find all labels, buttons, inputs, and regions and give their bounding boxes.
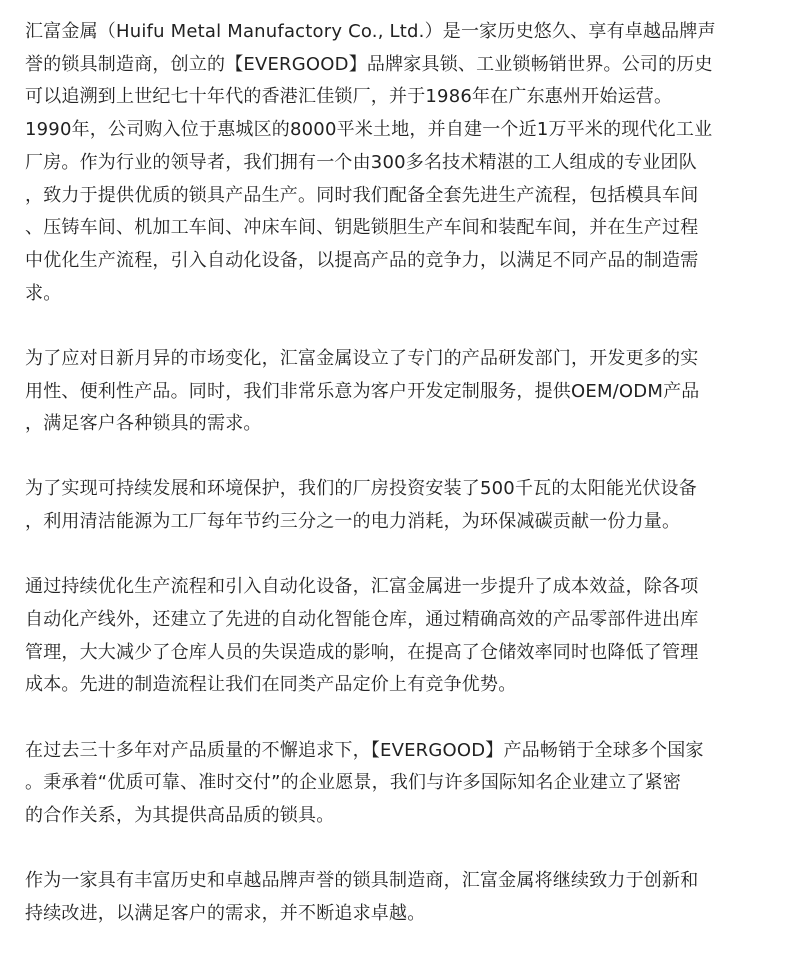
text-line: 管理，大大减少了仓库人员的失误造成的影响，在提高了仓储效率同时也降低了管理 (25, 641, 699, 663)
text-line: ，利用清洁能源为工厂每年节约三分之一的电力消耗，为环保减碳贡献一份力量。 (25, 511, 681, 533)
text-line: 通过持续优化生产流程和引入自动化设备，汇富金属进一步提升了成本效益，除各项 (25, 576, 699, 598)
text-line: 中优化生产流程，引入自动化设备，以提高产品的竞争力，以满足不同产品的制造需 (25, 249, 699, 271)
paragraph-conclusion (25, 865, 770, 930)
paragraph-sustainability (25, 473, 770, 538)
text-line: ，致力于提供优质的锁具产品生产。同时我们配备全套先进生产流程，包括模具车间 (25, 184, 699, 206)
text-line: 自动化产线外，还建立了先进的自动化智能仓库，通过精确高效的产品零部件进出库 (25, 609, 699, 631)
paragraph-rnd (25, 343, 770, 441)
text-line: 用性、便利性产品。同时，我们非常乐意为客户开发定制服务，提供OEM/ODM产品 (25, 380, 700, 402)
text-line: 。秉承着“优质可靠、准时交付”的企业愿景，我们与许多国际知名企业建立了紧密 (25, 772, 682, 794)
paragraph-automation (25, 571, 770, 702)
text-line: 1990年，公司购入位于惠城区的8000平米土地，并自建一个近1万平米的现代化工业 (25, 119, 713, 141)
paragraph-company-history (25, 16, 770, 310)
text-line: 汇富金属（Huifu Metal Manufactory Co., Ltd.）是一家历史悠久、享有卓越品牌声 (25, 21, 716, 42)
text-line: 为了实现可持续发展和环境保护，我们的厂房投资安装了500千瓦的太阳能光伏设备 (25, 478, 697, 500)
text-line: 求。 (25, 282, 62, 304)
text-line: 在过去三十多年对产品质量的不懈追求下，【EVERGOOD】产品畅销于全球多个国家 (25, 739, 704, 761)
text-line: 誉的锁具制造商，创立的【EVERGOOD】品牌家具锁、工业锁畅销世界。公司的历史 (25, 53, 713, 75)
text-line: 、压铸车间、机加工车间、冲床车间、钥匙锁胆生产车间和装配车间，并在生产过程 (25, 217, 699, 239)
text-line: 成本。先进的制造流程让我们在同类产品定价上有竞争优势。 (25, 674, 517, 696)
text-line: 可以追溯到上世纪七十年代的香港汇佳锁厂，并于1986年在广东惠州开始运营。 (25, 86, 673, 108)
text-line: 厂房。作为行业的领导者，我们拥有一个由300多名技术精湛的工人组成的专业团队 (25, 151, 697, 173)
text-line: 持续改进，以满足客户的需求，并不断追求卓越。 (25, 902, 426, 924)
paragraph-global-sales (25, 735, 770, 833)
text-line: 作为一家具有丰富历史和卓越品牌声誉的锁具制造商，汇富金属将继续致力于创新和 (25, 870, 699, 892)
text-line: 的合作关系，为其提供高品质的锁具。 (25, 805, 335, 827)
text-line: ，满足客户各种锁具的需求。 (25, 413, 262, 435)
text-line: 为了应对日新月异的市场变化，汇富金属设立了专门的产品研发部门，开发更多的实 (25, 347, 699, 369)
article-body (25, 16, 770, 963)
